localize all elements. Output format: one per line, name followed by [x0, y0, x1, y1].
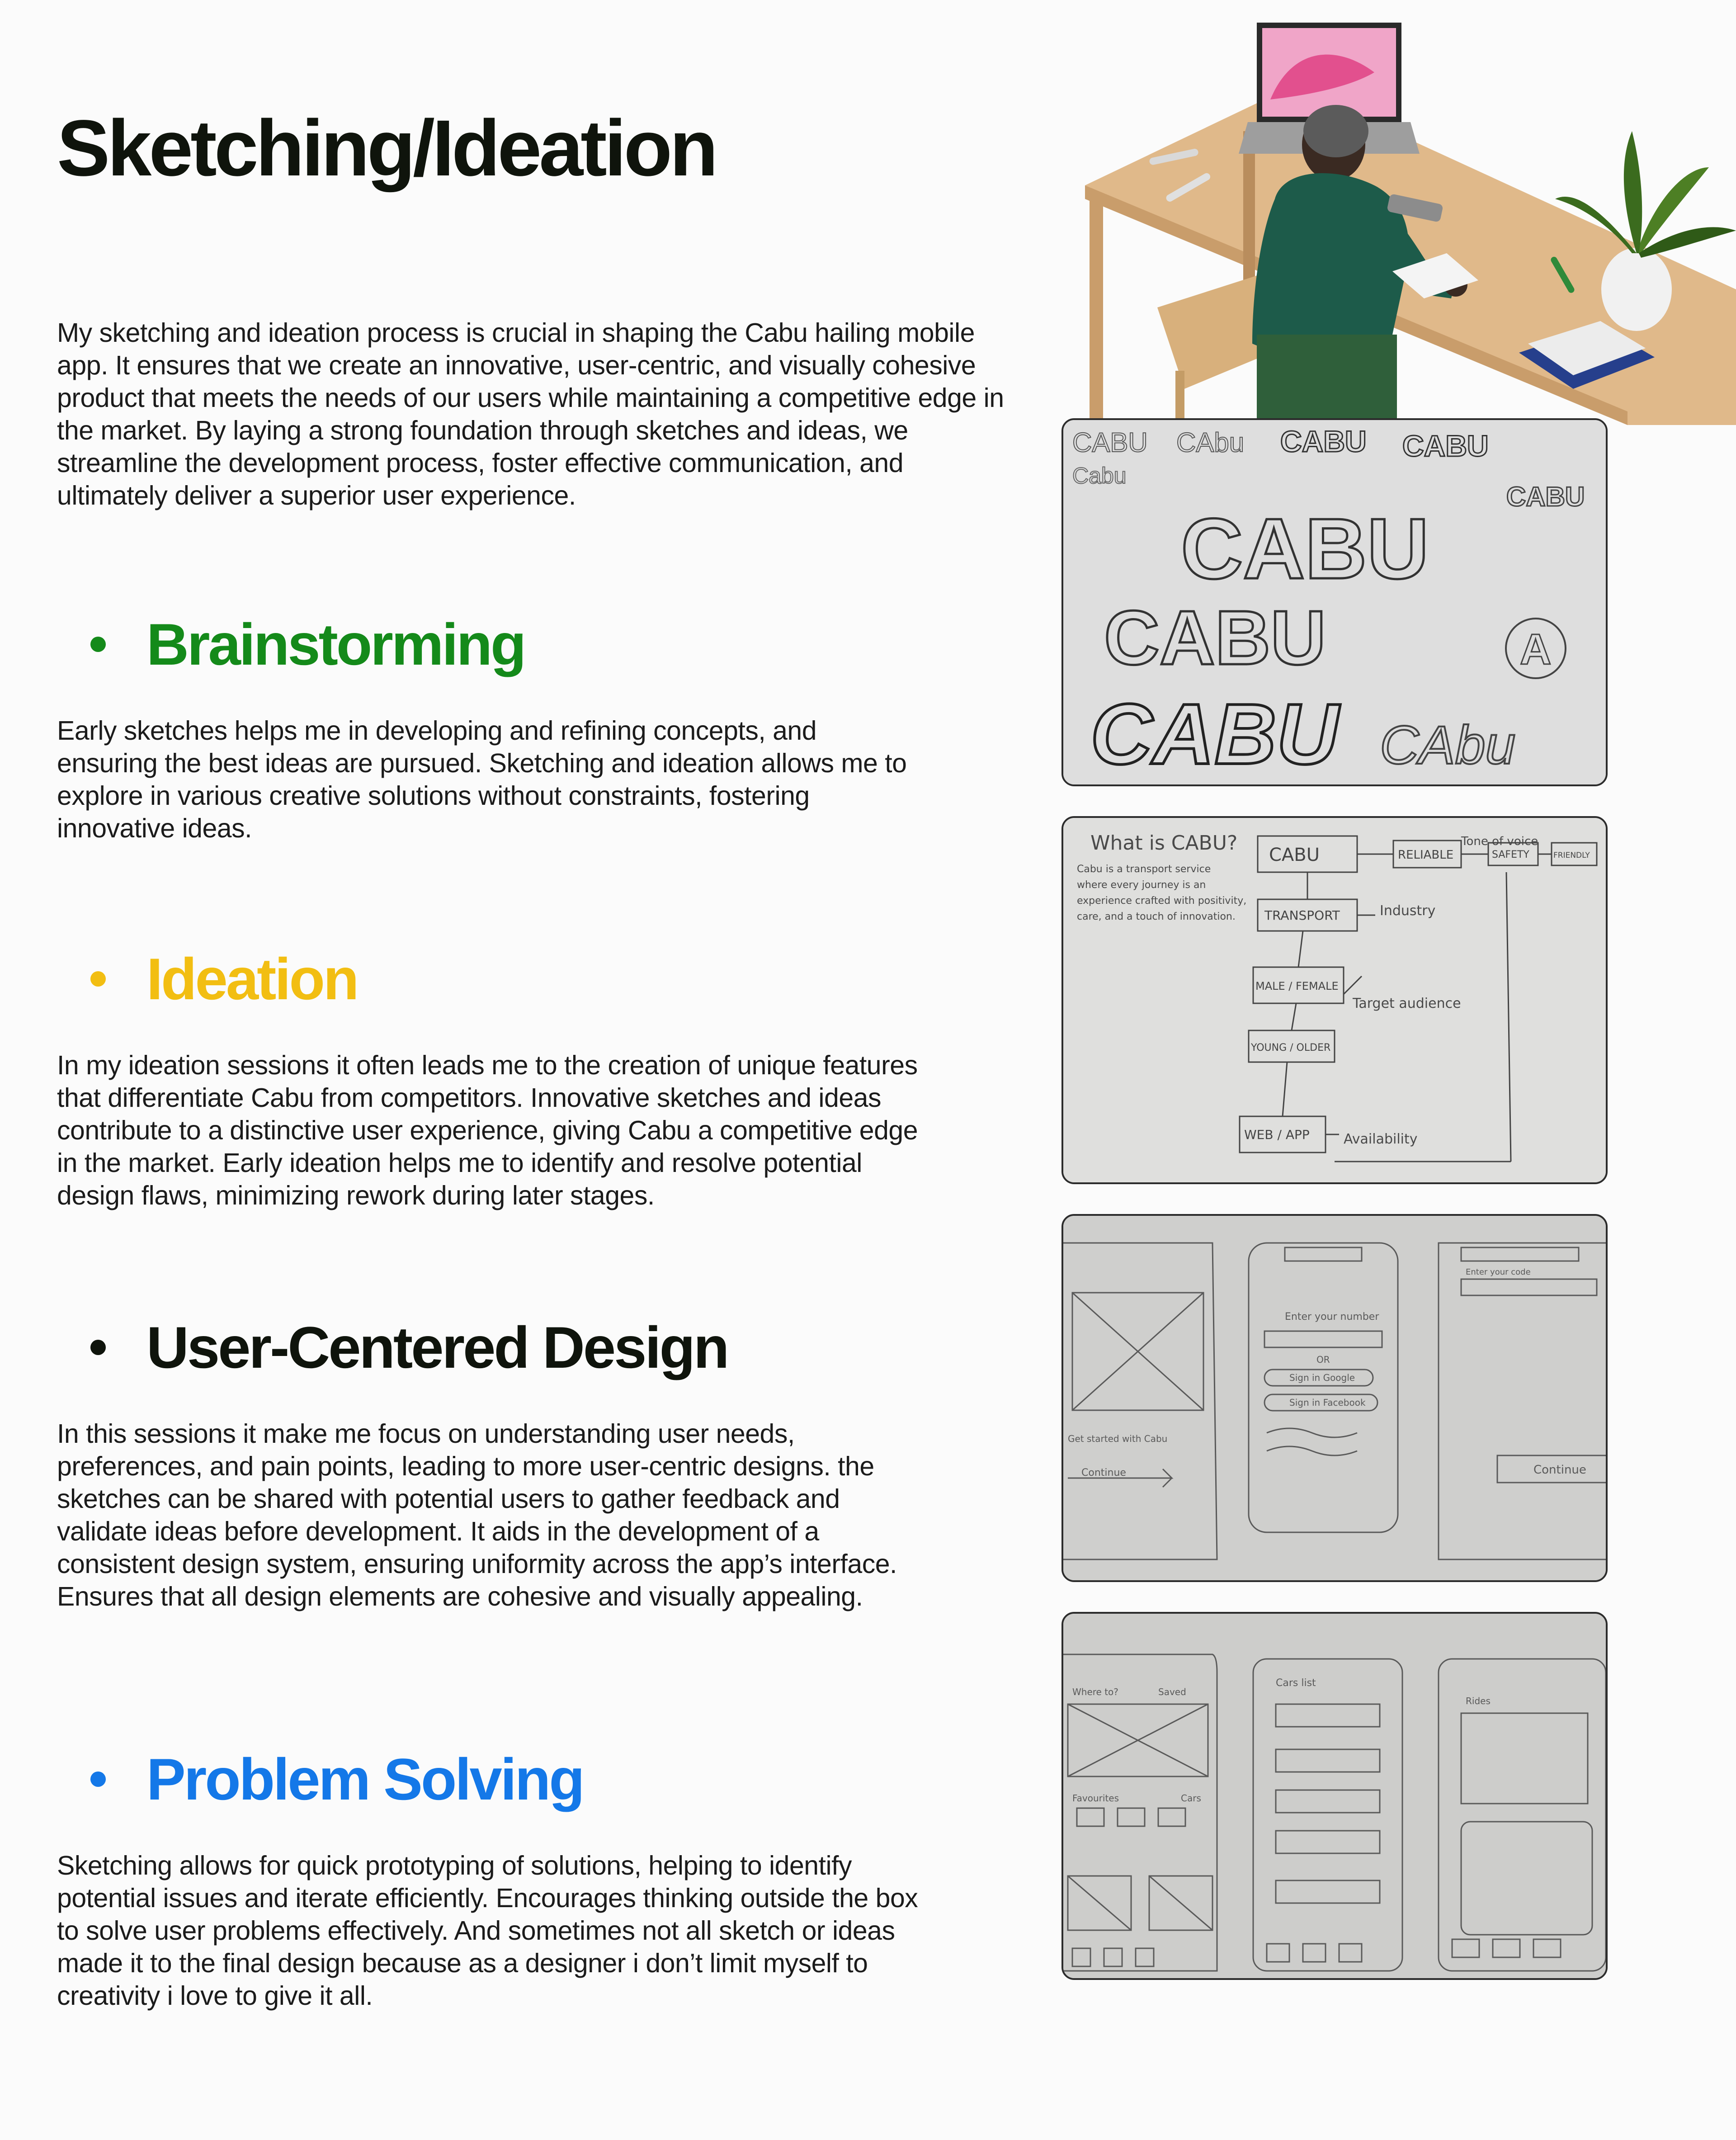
logo-mark-letter: A: [1520, 625, 1552, 674]
wireframe-label: Where to?: [1072, 1686, 1118, 1697]
flow-box-label: TRANSPORT: [1264, 908, 1340, 923]
wireframe-label: Saved: [1158, 1686, 1186, 1697]
page-title: Sketching/Ideation: [57, 104, 716, 193]
wireframe-label: Enter your number: [1285, 1311, 1379, 1323]
wireframe-label: Sign in Facebook: [1289, 1397, 1366, 1408]
desk-illustration: [1058, 18, 1736, 434]
flow-tone-label: Tone of voice: [1461, 835, 1538, 848]
flow-box-label: WEB / APP: [1244, 1127, 1310, 1142]
sketch-word: CABU: [1090, 686, 1339, 782]
sketch-word: CABU: [1402, 429, 1489, 463]
section-heading-ideation: [90, 946, 358, 1012]
section-heading-label: Brainstorming: [146, 611, 525, 677]
home-wireframe-sketch-card: [1061, 1612, 1608, 1980]
logo-sketch-card: [1061, 418, 1608, 786]
bullet-icon: [90, 971, 106, 987]
section-heading-user-centered-design: [90, 1314, 728, 1380]
section-heading-label: Problem Solving: [146, 1746, 583, 1812]
section-heading-brainstorming: [90, 611, 525, 677]
wireframe-label: Enter your code: [1466, 1267, 1531, 1277]
bullet-icon: [90, 1340, 106, 1355]
flow-box-label: CABU: [1269, 845, 1320, 865]
wireframe-label: Favourites: [1072, 1793, 1119, 1804]
flow-question: What is CABU?: [1090, 831, 1238, 855]
sketch-word: CABU: [1104, 595, 1326, 681]
sketch-word: CABU: [1506, 482, 1585, 512]
sketch-word: CAbu: [1176, 427, 1245, 458]
wireframe-label: Rides: [1466, 1696, 1491, 1706]
bullet-icon: [90, 637, 106, 652]
flow-sketch-card: [1061, 816, 1608, 1184]
section-body-ideation: In my ideation sessions it often leads me to the creation of unique features that differentiate Cabu from competitors. Innovative sketches and ideas contribute to a distinctive user experience, giving Cabu a competitive edge in the market. Early ideation helps me to identify and resolve potential design flaws, minimizing rework during later stages.: [57, 1050, 918, 1210]
wireframe-label: OR: [1316, 1354, 1330, 1365]
flow-note-line: care, and a touch of innovation.: [1077, 911, 1236, 922]
onboarding-wireframe-sketch-card: [1061, 1214, 1608, 1582]
flow-note-line: Cabu is a transport service: [1077, 864, 1211, 875]
flow-side-label: Availability: [1344, 1131, 1418, 1147]
sketch-word: Cabu: [1072, 463, 1127, 488]
wireframe-label: Cars: [1181, 1793, 1201, 1804]
section-body-brainstorming: Early sketches helps me in developing and refining concepts, and ensuring the best ideas are pursued. Sketching and ideation allows me to explore in various creative solutions without constraints, fostering innovative ideas.: [57, 716, 907, 843]
intro-paragraph: My sketching and ideation process is crucial in shaping the Cabu hailing mobile app. It ensures that we create an innovative, user-centric, and visually cohesive product that meets the needs of our users while maintaining a competitive edge in the market. By laying a strong foundation through sketches and ideas, we streamline the development process, foster effective communication, and ultimately deliver a superior user experience.: [57, 318, 1004, 510]
flow-side-label: Industry: [1380, 903, 1436, 919]
section-body-problem-solving: Sketching allows for quick prototyping of solutions, helping to identify potential issues and iterate efficiently. Encourages thinking outside the box to solve user problems effectively. And sometimes not all sketch or ideas made it to the final design because as a designer i don’t limit myself to creativity i love to give it all.: [57, 1851, 918, 2011]
wireframe-label: Get started with Cabu: [1068, 1433, 1168, 1444]
flow-box-label: MALE / FEMALE: [1255, 980, 1339, 992]
section-heading-problem-solving: [90, 1746, 583, 1812]
sketch-word: CABU: [1181, 501, 1429, 597]
sketch-word: CABU: [1072, 427, 1148, 458]
wireframe-label: Cars list: [1276, 1677, 1316, 1689]
flow-box-label: YOUNG / OLDER: [1251, 1042, 1331, 1053]
section-body-user-centered-design: In this sessions it make me focus on understanding user needs, preferences, and pain points, leading to more user-centric designs. the sketches can be shared with potential users to gather feedback and validate ideas before development. It aids in the development of a consistent design system, ensuring uniformity across the app’s interface. Ensures that all design elements are cohesive and visually appealing.: [57, 1419, 897, 1611]
flow-side-label: Target audience: [1353, 996, 1461, 1011]
flow-note-line: where every journey is an: [1077, 879, 1206, 891]
sketch-word: CABU: [1280, 425, 1367, 458]
flow-box-label: SAFETY: [1492, 849, 1529, 860]
wireframe-label: Continue: [1533, 1463, 1586, 1477]
flow-note-line: experience crafted with positivity,: [1077, 895, 1247, 907]
wireframe-label: Sign in Google: [1289, 1372, 1355, 1383]
sketch-word: CAbu: [1380, 715, 1516, 775]
section-heading-label: Ideation: [146, 946, 358, 1012]
bullet-icon: [90, 1772, 106, 1787]
section-heading-label: User-Centered Design: [146, 1314, 728, 1380]
flow-box-label: RELIABLE: [1398, 848, 1454, 862]
wireframe-label: Continue: [1081, 1467, 1126, 1479]
flow-box-label: FRIENDLY: [1553, 851, 1590, 860]
